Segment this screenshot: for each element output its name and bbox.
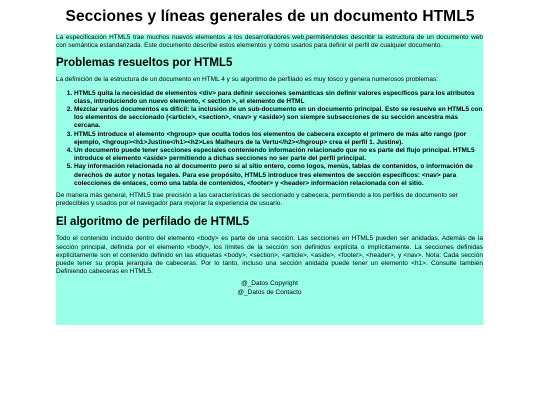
list-item: 5. Hay información relacionada no al documento pero si al sitio entero, como logos, menús, tablas de contenidos, o información de derechos de autor y notas legales. Para ese propósito, HTML5 introduce tres elementos de sección específicos: <nav> para colecciones de enlaces, como una tabla de contenidos, <footer> y <header> información relacionada con el sitio. [74,163,483,188]
problems-conclusion: De manera más general, HTML5 trae precisión a las características de seccionado y cabecera, permitiendo a los perfiles de documento ser predecibles y usados por el navegador para mejorar la experiencia de usuario. [56,192,458,208]
list-item: 4. Un documento puede tener secciones especiales conteniendo información relacionado que no es parte del flujo principal. HTML5 introduce el elemento <aside> permitiendo a dichas secciones no ser parte del perfil principal. [74,147,483,163]
copyright-text: @_Datos Copyright [241,280,298,288]
problems-heading: Problemas resueltos por HTML5 [56,57,233,70]
list-item: 2. Mezclar varios documentos es difícil: la inclusión de un sub-documento en un documento principal. Esto se resuelve en HTML5 con los elementos de seccionado (<article>, <section>, <nav> y <aside>) son siempre subsecciones de su sección ancestra más cercana. [74,106,483,131]
footer [56,280,483,297]
outline-paragraph: Todo el contenido incluido dentro del elemento <body> es parte de una sección. Las secciones en HTML5 pueden ser anidadas. Además de la sección principal, definida por el elemento <body>, los límites de la sección son definidos explícita o implícitamente. La secciones definidas explícitamente son el contenido definido en las etiquetas <body>, <section>, <article>, <aside>, <footer>, <header>, y <nav>. Nota: Cada sección puede tener su propia jerarquía de cabeceras. Por lo tanto, incluso una sección anidada puede tener un elemento <h1>. Consulte también Definiendo cabeceras en HTML5. [56,235,483,276]
contact-text: @_Datos de Contacto [237,288,302,296]
outline-heading: El algoritmo de perfilado de HTML5 [56,216,249,229]
problems-list [56,90,483,188]
problems-intro: La definición de la estructura de un documento en HTML 4 y su algoritmo de perfilado es muy tosco y genera numerosos problemas: [56,76,439,84]
page-title: Secciones y líneas generales de un documento HTML5 [65,8,475,25]
list-item: 3. HTML5 introduce el elemento <hgroup> que oculta todos los elementos de cabecera excepto el primero de más alto rango (por ejemplo, <hgroup><h1>Justine</h1><h2>Les Malheurs de la Vertu</h2></hgroup> crea el perfil 1. Justine). [74,131,483,147]
list-item: 1. HTML5 quita la necesidad de elementos <div> para definir secciones semánticas sin definir valores específicos para los atributos class, introduciendo un nuevo elemento, < section >, el elemento de HTML [74,90,483,106]
main-content [56,34,483,325]
intro-paragraph: La especificación HTML5 trae muchos nuevos elementos a los desarrolladores web,permitiéndoles describir la estructura de un documento web con semántica estandarizada. Este documento describe estos elementos y cómo usarlos para definir el perfil de cualquier documento. [56,34,483,50]
